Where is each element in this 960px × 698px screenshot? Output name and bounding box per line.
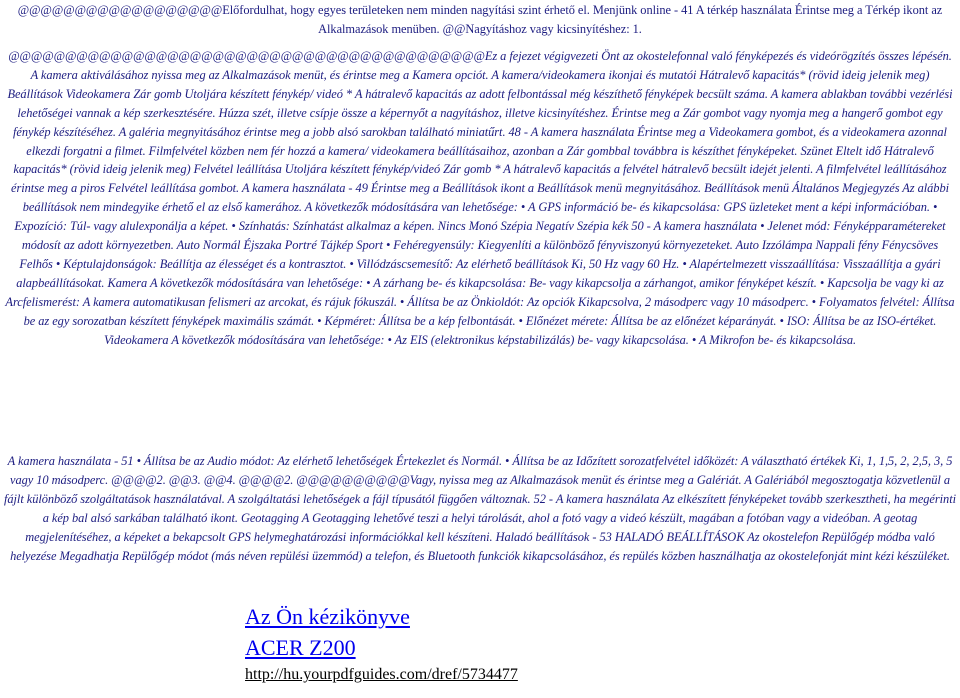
manual-title-link[interactable]: Az Ön kézikönyve bbox=[245, 604, 410, 629]
intro-paragraph: @@@@@@@@@@@@@@@@@@Előfordulhat, hogy egyes területeken nem minden nagyítási szint érhető el. Menjünk online - 41 A térkép használata Érintse meg a Térkép ikont az Alkalmazások menüben. @@Nagyításhoz vagy kicsinyítéshez: 1. bbox=[17, 3, 943, 36]
download-url-link[interactable]: http://hu.yourpdfguides.com/dref/5734477 bbox=[245, 666, 518, 683]
camera-section-paragraph: @@@@@@@@@@@@@@@@@@@@@@@@@@@@@@@@@@@@@@@@@@Ez a fejezet végigvezeti Önt az okostelefonnal való fényképezés és videórögzítés összes lépésén. A kamera aktiválásához nyissa meg az Alkalmazások menüt, és érintse meg a Kamera opciót. A kamera/videokamera ikonjai és mutatói Hátralevő kapacitás* (rövid ideig jelenik meg) Beállítások Videokamera Zár gomb Utoljára készített fénykép/ videó * A hátralevő kapacitás az adott felbontással még készíthető fényképek becsült száma. A kamera ablakban további vezérlési lehetőségei vannak a kép szerkesztésére. Húzza szét, illetve csípje össze a képernyőt a nagyításhoz, illetve kicsinyítéshez. Érintse meg a Zár gombot vagy nyomja meg a hangerő gombot egy fénykép készítéséhez. A galéria megnyitásához érintse meg a jobb alsó sarokban található miniatűrt. 48 - A kamera használata Érintse meg a Videokamera gombot, és a videokamera azonnal elkezdi forgatni a filmet. Filmfelvétel közben nem fér hozzá a kamera/ videokamera beállításaihoz, azonban a Zár gombbal továbbra is készíthet fényképeket. Szünet Eltelt idő Hátralevő kapacitás* (rövid ideig jelenik meg) Felvétel leállítása Utoljára készített fénykép/videó Zár gomb * A hátralevő kapacitás a felvétel hátralevő becsült idejét jelenti. A filmfelvétel leállításához érintse meg a piros Felvétel leállítása gombot. A kamera használata - 49 Érintse meg a Beállítások ikont a Beállítások menü megnyitásához. Beállítások menü Általános Megjegyzés Az alábbi beállítások nem mindegyike érhető el az első kamerához. A következők módosítására van lehetősége: • A GPS információ be- és kikapcsolása: GPS üzleteket ment a képi információban. • Expozíció: Túl- vagy alulexponálja a képet. • Színhatás: Színhatást alkalmaz a képen. Nincs Monó Szépia Negatív Szépia kék 50 - A kamera használata • Jelenet mód: Fényképparamétereket módosít az adott környezetben. Auto Normál Éjszaka Portré Tájkép Sport • Fehéregyensúly: Kiegyenlíti a különböző fényviszonyú környezeteket. Auto Izzólámpa Nappali fény Fénycsöves Felhős • Képtulajdonságok: Beállítja az élességet és a kontrasztot. • Villódzáscsemesítő: Az elérhető beállítások Ki, 50 Hz vagy 60 Hz. • Alapértelmezett visszaállítása: Visszaállítja a gyári alapbeállításokat. Kamera A következők módosítására van lehetősége: • A zárhang be- és kikapcsolása: Be- vagy kikapcsolja a zárhangot, amikor fényképet készít. • Kapcsolja be vagy ki az Arcfelismerést: A kamera automatikusan felismeri az arcokat, és rájuk fókuszál. • Állítsa be az Önkioldót: Az opciók Kikapcsolva, 2 másodperc vagy 10 másodperc. • Folyamatos felvétel: Állítsa be az egy sorozatban készített fényképek maximális számát. • Képméret: Állítsa be a kép felbontását. • Előnézet mérete: Állítsa be az előnézet képarányát. • ISO: Állítsa be az ISO-értéket. Videokamera A következők módosítására van lehetősége: • Az EIS (elektronikus képstabilizálás) be- vagy kikapcsolása. • A Mikrofon be- és kikapcsolása. bbox=[5, 49, 955, 347]
video-section-paragraph: A kamera használata - 51 • Állítsa be az Audio módot: Az elérhető lehetőségek Értekezlet és Normál. • Állítsa be az Időzített sorozatfelvétel időközét: A választható értékek Ki, 1, 1,5, 2, 2,5, 3, 5 vagy 10 másodperc. @@@@2. @@3. @@4. @@@@2. @@@@@@@@@@Vagy, nyissa meg az Alkalmazások menüt és érintse meg a Galériát. A Galériából megosztogatja közvetlenül a fájlt különböző szolgáltatások használatával. A szolgáltatási lehetőségek a fájl típusától függően változnak. 52 - A kamera használata Az elkészített fényképeket tovább szerkesztheti, ha megérinti a kép bal alsó sarkában található ikont. Geotagging A Geotagging lehetővé teszi a helyi tárolását, ahol a fotó vagy a videó készült, magában a fotóban vagy a videóban. A geotag megjelenítéséhez, a képeket a bekapcsolt GPS helymeghatározási információkkal kell készíteni. Haladó beállítások - 53 HALADÓ BEÁLLÍTÁSOK Az okostelefon Repülőgép módba való helyezése Megadhatja Repülőgép módot (más néven repülési üzemmód) a telefon, és Bluetooth funkciók kikapcsolásához, és repülés közben használhatja az okostelefonját mint kézi készüléket. bbox=[4, 454, 956, 563]
footer-links bbox=[245, 602, 518, 686]
device-model-link[interactable]: ACER Z200 bbox=[245, 635, 356, 660]
